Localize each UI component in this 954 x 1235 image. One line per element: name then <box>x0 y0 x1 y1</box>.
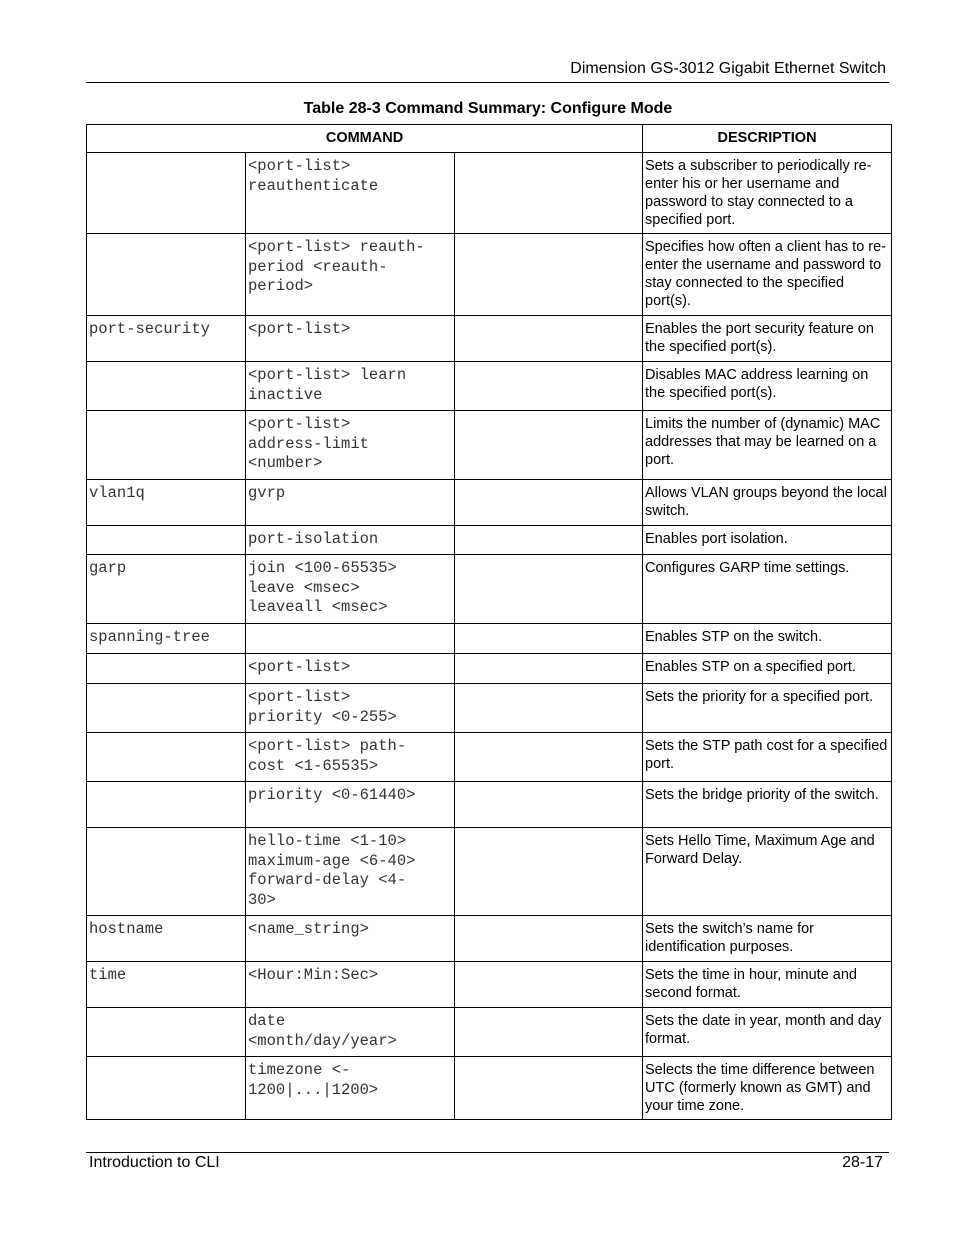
footer-section-title: Introduction to CLI <box>89 1154 220 1171</box>
table-row <box>87 1057 892 1120</box>
option-cell <box>455 684 643 733</box>
command-cell <box>87 654 246 684</box>
table-row <box>87 234 892 316</box>
table-row <box>87 555 892 624</box>
table-row <box>87 526 892 555</box>
command-cell: time <box>87 962 246 1008</box>
command-cell: spanning-tree <box>87 624 246 654</box>
command-cell <box>87 153 246 234</box>
command-summary-table <box>86 124 892 1120</box>
argument-cell: date <month/day/year> <box>246 1008 455 1057</box>
argument-cell <box>246 624 455 654</box>
description-cell: Sets the STP path cost for a specified port. <box>643 733 892 782</box>
description-cell: Sets the bridge priority of the switch. <box>643 782 892 828</box>
table-row <box>87 962 892 1008</box>
option-cell <box>455 916 643 962</box>
description-cell: Disables MAC address learning on the specified port(s). <box>643 362 892 411</box>
option-cell <box>455 733 643 782</box>
command-cell <box>87 828 246 916</box>
command-cell <box>87 684 246 733</box>
option-cell <box>455 654 643 684</box>
description-cell: Enables the port security feature on the specified port(s). <box>643 316 892 362</box>
table-row <box>87 684 892 733</box>
command-cell <box>87 234 246 316</box>
option-cell <box>455 362 643 411</box>
option-cell <box>455 782 643 828</box>
description-cell: Configures GARP time settings. <box>643 555 892 624</box>
description-cell: Allows VLAN groups beyond the local switch. <box>643 480 892 526</box>
description-cell: Sets the date in year, month and day format. <box>643 1008 892 1057</box>
argument-cell: gvrp <box>246 480 455 526</box>
option-cell <box>455 526 643 555</box>
description-cell: Specifies how often a client has to re-enter the username and password to stay connected to the specified port(s). <box>643 234 892 316</box>
page-number: 28-17 <box>842 1154 883 1171</box>
table-body <box>87 153 892 1120</box>
table-row <box>87 624 892 654</box>
description-cell: Sets a subscriber to periodically re-enter his or her username and password to stay connected to a specified port. <box>643 153 892 234</box>
argument-cell: <Hour:Min:Sec> <box>246 962 455 1008</box>
command-cell: garp <box>87 555 246 624</box>
description-cell: Selects the time difference between UTC (formerly known as GMT) and your time zone. <box>643 1057 892 1120</box>
command-cell: vlan1q <box>87 480 246 526</box>
description-cell: Sets the switch’s name for identification purposes. <box>643 916 892 962</box>
argument-cell: timezone <- 1200|...|1200> <box>246 1057 455 1120</box>
argument-cell: <port-list> priority <0-255> <box>246 684 455 733</box>
command-cell <box>87 526 246 555</box>
argument-cell: hello-time <1-10> maximum-age <6-40> forward-delay <4- 30> <box>246 828 455 916</box>
table-header-row <box>87 125 892 153</box>
argument-cell: port-isolation <box>246 526 455 555</box>
option-cell <box>455 1008 643 1057</box>
description-cell: Enables STP on the switch. <box>643 624 892 654</box>
description-cell: Sets Hello Time, Maximum Age and Forward Delay. <box>643 828 892 916</box>
table-row <box>87 782 892 828</box>
option-cell <box>455 1057 643 1120</box>
command-cell: port-security <box>87 316 246 362</box>
option-cell <box>455 480 643 526</box>
header-divider <box>86 82 889 83</box>
table-row <box>87 828 892 916</box>
table-row <box>87 316 892 362</box>
description-cell: Enables port isolation. <box>643 526 892 555</box>
option-cell <box>455 316 643 362</box>
argument-cell: <port-list> path- cost <1-65535> <box>246 733 455 782</box>
argument-cell: <port-list> <box>246 654 455 684</box>
running-header: Dimension GS-3012 Gigabit Ethernet Switch <box>570 60 886 77</box>
argument-cell: <port-list> learn inactive <box>246 362 455 411</box>
argument-cell: <name_string> <box>246 916 455 962</box>
table-row <box>87 916 892 962</box>
option-cell <box>455 962 643 1008</box>
table-row <box>87 362 892 411</box>
table-row <box>87 733 892 782</box>
description-column-header: DESCRIPTION <box>643 125 892 153</box>
table-row <box>87 411 892 480</box>
argument-cell: priority <0-61440> <box>246 782 455 828</box>
option-cell <box>455 411 643 480</box>
option-cell <box>455 624 643 654</box>
table-row <box>87 1008 892 1057</box>
table-row <box>87 153 892 234</box>
description-cell: Limits the number of (dynamic) MAC addresses that may be learned on a port. <box>643 411 892 480</box>
command-column-header: COMMAND <box>87 125 643 153</box>
argument-cell: <port-list> address-limit <number> <box>246 411 455 480</box>
table-row <box>87 654 892 684</box>
command-cell <box>87 733 246 782</box>
command-cell <box>87 411 246 480</box>
description-cell: Sets the priority for a specified port. <box>643 684 892 733</box>
footer-divider <box>86 1152 889 1153</box>
argument-cell: join <100-65535> leave <msec> leaveall <msec> <box>246 555 455 624</box>
option-cell <box>455 828 643 916</box>
command-cell <box>87 362 246 411</box>
table-row <box>87 480 892 526</box>
description-cell: Sets the time in hour, minute and second format. <box>643 962 892 1008</box>
command-cell <box>87 1057 246 1120</box>
option-cell <box>455 153 643 234</box>
option-cell <box>455 555 643 624</box>
command-cell: hostname <box>87 916 246 962</box>
option-cell <box>455 234 643 316</box>
argument-cell: <port-list> <box>246 316 455 362</box>
command-cell <box>87 1008 246 1057</box>
description-cell: Enables STP on a specified port. <box>643 654 892 684</box>
argument-cell: <port-list> reauthenticate <box>246 153 455 234</box>
command-cell <box>87 782 246 828</box>
argument-cell: <port-list> reauth- period <reauth- period> <box>246 234 455 316</box>
table-caption: Table 28-3 Command Summary: Configure Mode <box>303 100 673 117</box>
